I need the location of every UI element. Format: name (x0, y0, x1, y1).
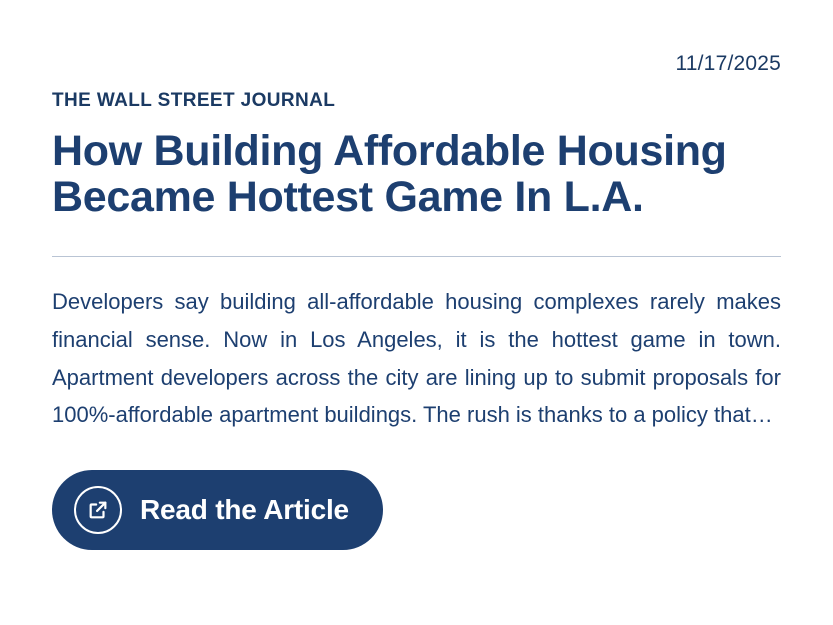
article-summary: Developers say building all-affordable housing complexes rarely makes financial sense. Now in Los Angeles, it is the hottest game in town. Apartment developers across the city are lining up to submit proposals for 100%-affordable apartment buildings. The rush is thanks to a policy that… (52, 289, 781, 428)
read-the-article-button[interactable] (52, 470, 383, 550)
article-headline: How Building Affordable Housing Became Hottest Game In L.A. (52, 127, 727, 221)
publication-name: THE WALL STREET JOURNAL (52, 90, 336, 111)
external-link-icon (74, 486, 122, 534)
read-the-article-label: Read the Article (140, 494, 349, 526)
divider (52, 256, 781, 257)
publish-date: 11/17/2025 (675, 52, 781, 75)
cta-row (52, 470, 781, 550)
